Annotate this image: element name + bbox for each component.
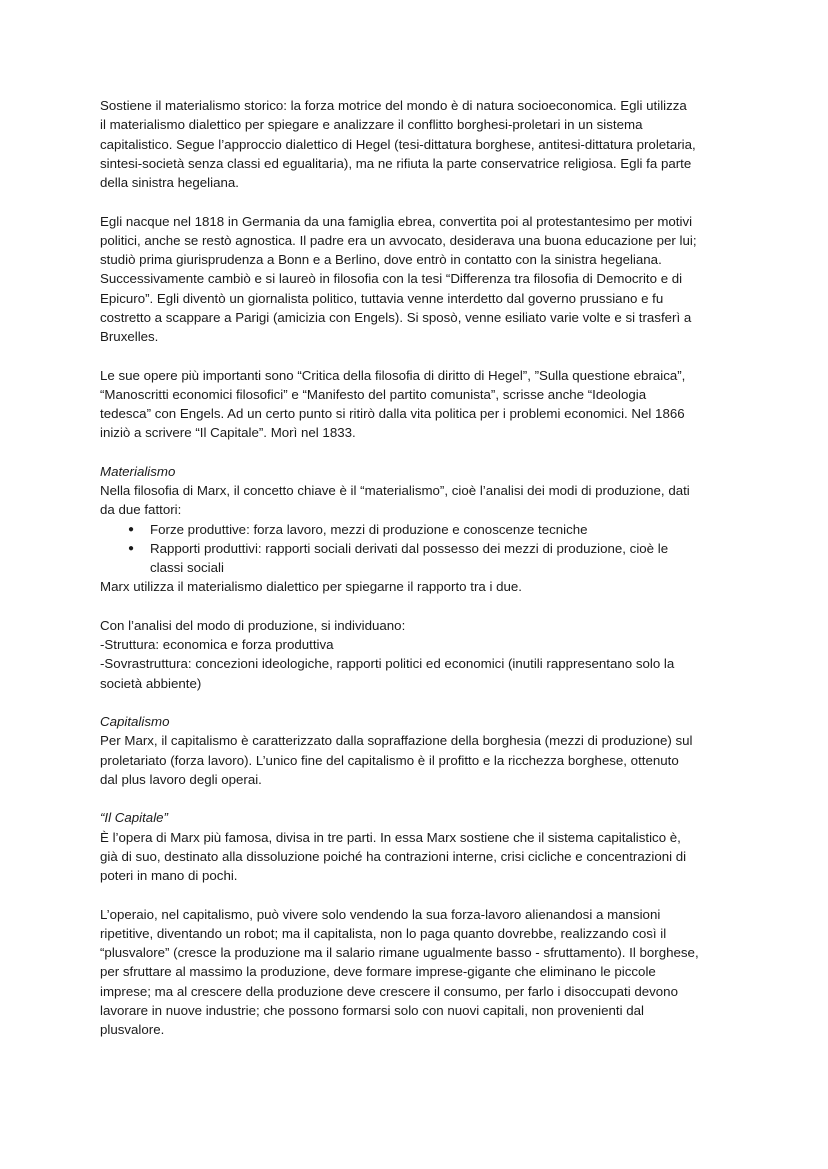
paragraph-spacer — [100, 693, 740, 712]
text-line: Epicuro”. Egli diventò un giornalista politico, tuttavia venne interdetto dal governo prussiano e fu — [100, 290, 664, 306]
text-line: -Struttura: economica e forza produttiva — [100, 637, 334, 652]
text-line: Capitalismo — [100, 714, 170, 729]
text-line: lavorare in nuove industrie; che possono formarsi solo con nuovi capitali, non provenienti dal — [100, 1002, 645, 1018]
bullet-icon: ● — [128, 523, 135, 535]
text-line: sintesi-società senza classi ed egualitaria), ma ne rifiuta la parte conservatrice religiosa. Egli fa parte — [100, 155, 692, 171]
bullet-icon: ● — [128, 542, 135, 554]
bullet-item — [100, 539, 740, 578]
paragraph-spacer — [100, 789, 740, 808]
paragraph-spacer — [100, 346, 740, 365]
paragraph — [100, 616, 740, 693]
text-line: Materialismo — [100, 463, 176, 479]
text-line: Con l’analisi del modo di produzione, si individuano: — [100, 617, 406, 633]
text-line: costretto a scappare a Parigi (amicizia con Engels). Si sposò, venne esiliato varie volte e si trasferì a — [100, 309, 692, 325]
text-line: il materialismo dialettico per spiegare e analizzare il conflitto borghesi-proletari in un sistema — [100, 117, 643, 133]
text-line: della sinistra hegeliana. — [100, 175, 239, 190]
text-line: dal plus lavoro degli operai. — [100, 771, 262, 787]
text-line: per sfruttare al massimo la produzione, deve formare imprese-gigante che eliminano le piccole — [100, 964, 656, 980]
section-heading — [100, 462, 740, 481]
text-line: -Sovrastruttura: concezioni ideologiche, rapporti politici ed economici (inutili rappresentano solo la — [100, 656, 675, 672]
paragraph — [100, 481, 740, 520]
text-line: Le sue opere più importanti sono “Critica della filosofia di diritto di Hegel”, ”Sulla questione ebraica”, — [100, 367, 686, 383]
text-line: iniziò a scrivere “Il Capitale”. Morì nel 1833. — [100, 425, 356, 441]
paragraph-spacer — [100, 443, 740, 462]
text-line: È l’opera di Marx più famosa, divisa in tre parti. In essa Marx sostiene che il sistema capitalistico è, — [100, 829, 681, 845]
text-line: Marx utilizza il materialismo dialettico per spiegarne il rapporto tra i due. — [100, 579, 522, 595]
text-line: “Il Capitale” — [100, 810, 168, 826]
bullet-item — [100, 520, 740, 539]
section-heading — [100, 712, 740, 731]
section-heading — [100, 808, 740, 827]
text-line: Nella filosofia di Marx, il concetto chiave è il “materialismo”, cioè l’analisi dei modi di produzione, dati — [100, 483, 690, 498]
text-line: Bruxelles. — [100, 329, 159, 344]
text-line: Sostiene il materialismo storico: la forza motrice del mondo è di natura socioeconomica. Egli utilizza — [100, 98, 687, 113]
text-line: ripetitive, diventando un robot; ma il capitalista, non lo paga quanto dovrebbe, realizzando così il — [100, 925, 667, 941]
paragraph-spacer — [100, 192, 740, 211]
text-line: Per Marx, il capitalismo è caratterizzato dalla sopraffazione della borghesia (mezzi di produzione) sul — [100, 733, 693, 749]
text-line: “Manoscritti economici filosofici” e “Manifesto del partito comunista”, scrisse anche “Ideologia — [100, 386, 647, 402]
text-line: Successivamente cambiò e si laureò in filosofia con la tesi “Differenza tra filosofia di Democrito e di — [100, 271, 683, 287]
paragraph — [100, 96, 740, 192]
text-line: Egli nacque nel 1818 in Germania da una famiglia ebrea, convertita poi al protestantesimo per motivi — [100, 213, 693, 229]
text-line: L’operaio, nel capitalismo, può vivere solo vendendo la sua forza-lavoro alienandosi a mansioni — [100, 906, 661, 922]
paragraph — [100, 905, 740, 1040]
text-line: Forze produttive: forza lavoro, mezzi di produzione e conoscenze tecniche — [150, 521, 588, 537]
paragraph — [100, 212, 740, 347]
paragraph — [100, 828, 740, 886]
text-line: Rapporti produttivi: rapporti sociali derivati dal possesso dei mezzi di produzione, cioè le — [150, 540, 669, 556]
text-line: capitalistico. Segue l’approccio dialettico di Hegel (tesi-dittatura borghese, antitesi-dittatura proletaria, — [100, 136, 696, 152]
document-page — [100, 96, 740, 1039]
text-line: plusvalore. — [100, 1022, 165, 1037]
text-line: politici, anche se restò agnostica. Il padre era un avvocato, desiderava una buona educazione per lui; — [100, 232, 697, 248]
text-line: da due fattori: — [100, 502, 182, 518]
text-line: già di suo, destinato alla dissoluzione poiché ha contrazioni interne, crisi cicliche e concentrazioni di — [100, 848, 687, 864]
paragraph — [100, 366, 740, 443]
text-line: studiò prima giurisprudenza a Bonn e a Berlino, dove entrò in contatto con la sinistra hegeliana. — [100, 252, 662, 267]
paragraph-spacer — [100, 597, 740, 616]
text-line: “plusvalore” (cresce la produzione ma il salario rimane ugualmente basso - sfruttamento). Il borghese, — [100, 945, 699, 960]
text-line: classi sociali — [150, 560, 224, 575]
text-line: imprese; ma al crescere della produzione deve crescere il consumo, per farlo i disoccupati devono — [100, 983, 678, 999]
paragraph-spacer — [100, 885, 740, 904]
text-line: società abbiente) — [100, 675, 202, 691]
text-line: tedesca” con Engels. Ad un certo punto si ritirò dalla vita politica per i problemi economici. Nel 1866 — [100, 406, 685, 421]
paragraph — [100, 577, 740, 596]
text-line: proletariato (forza lavoro). L’unico fine del capitalismo è il profitto e la ricchezza borghese, ottenuto — [100, 752, 679, 768]
paragraph — [100, 731, 740, 789]
text-line: poteri in mano di pochi. — [100, 868, 238, 883]
